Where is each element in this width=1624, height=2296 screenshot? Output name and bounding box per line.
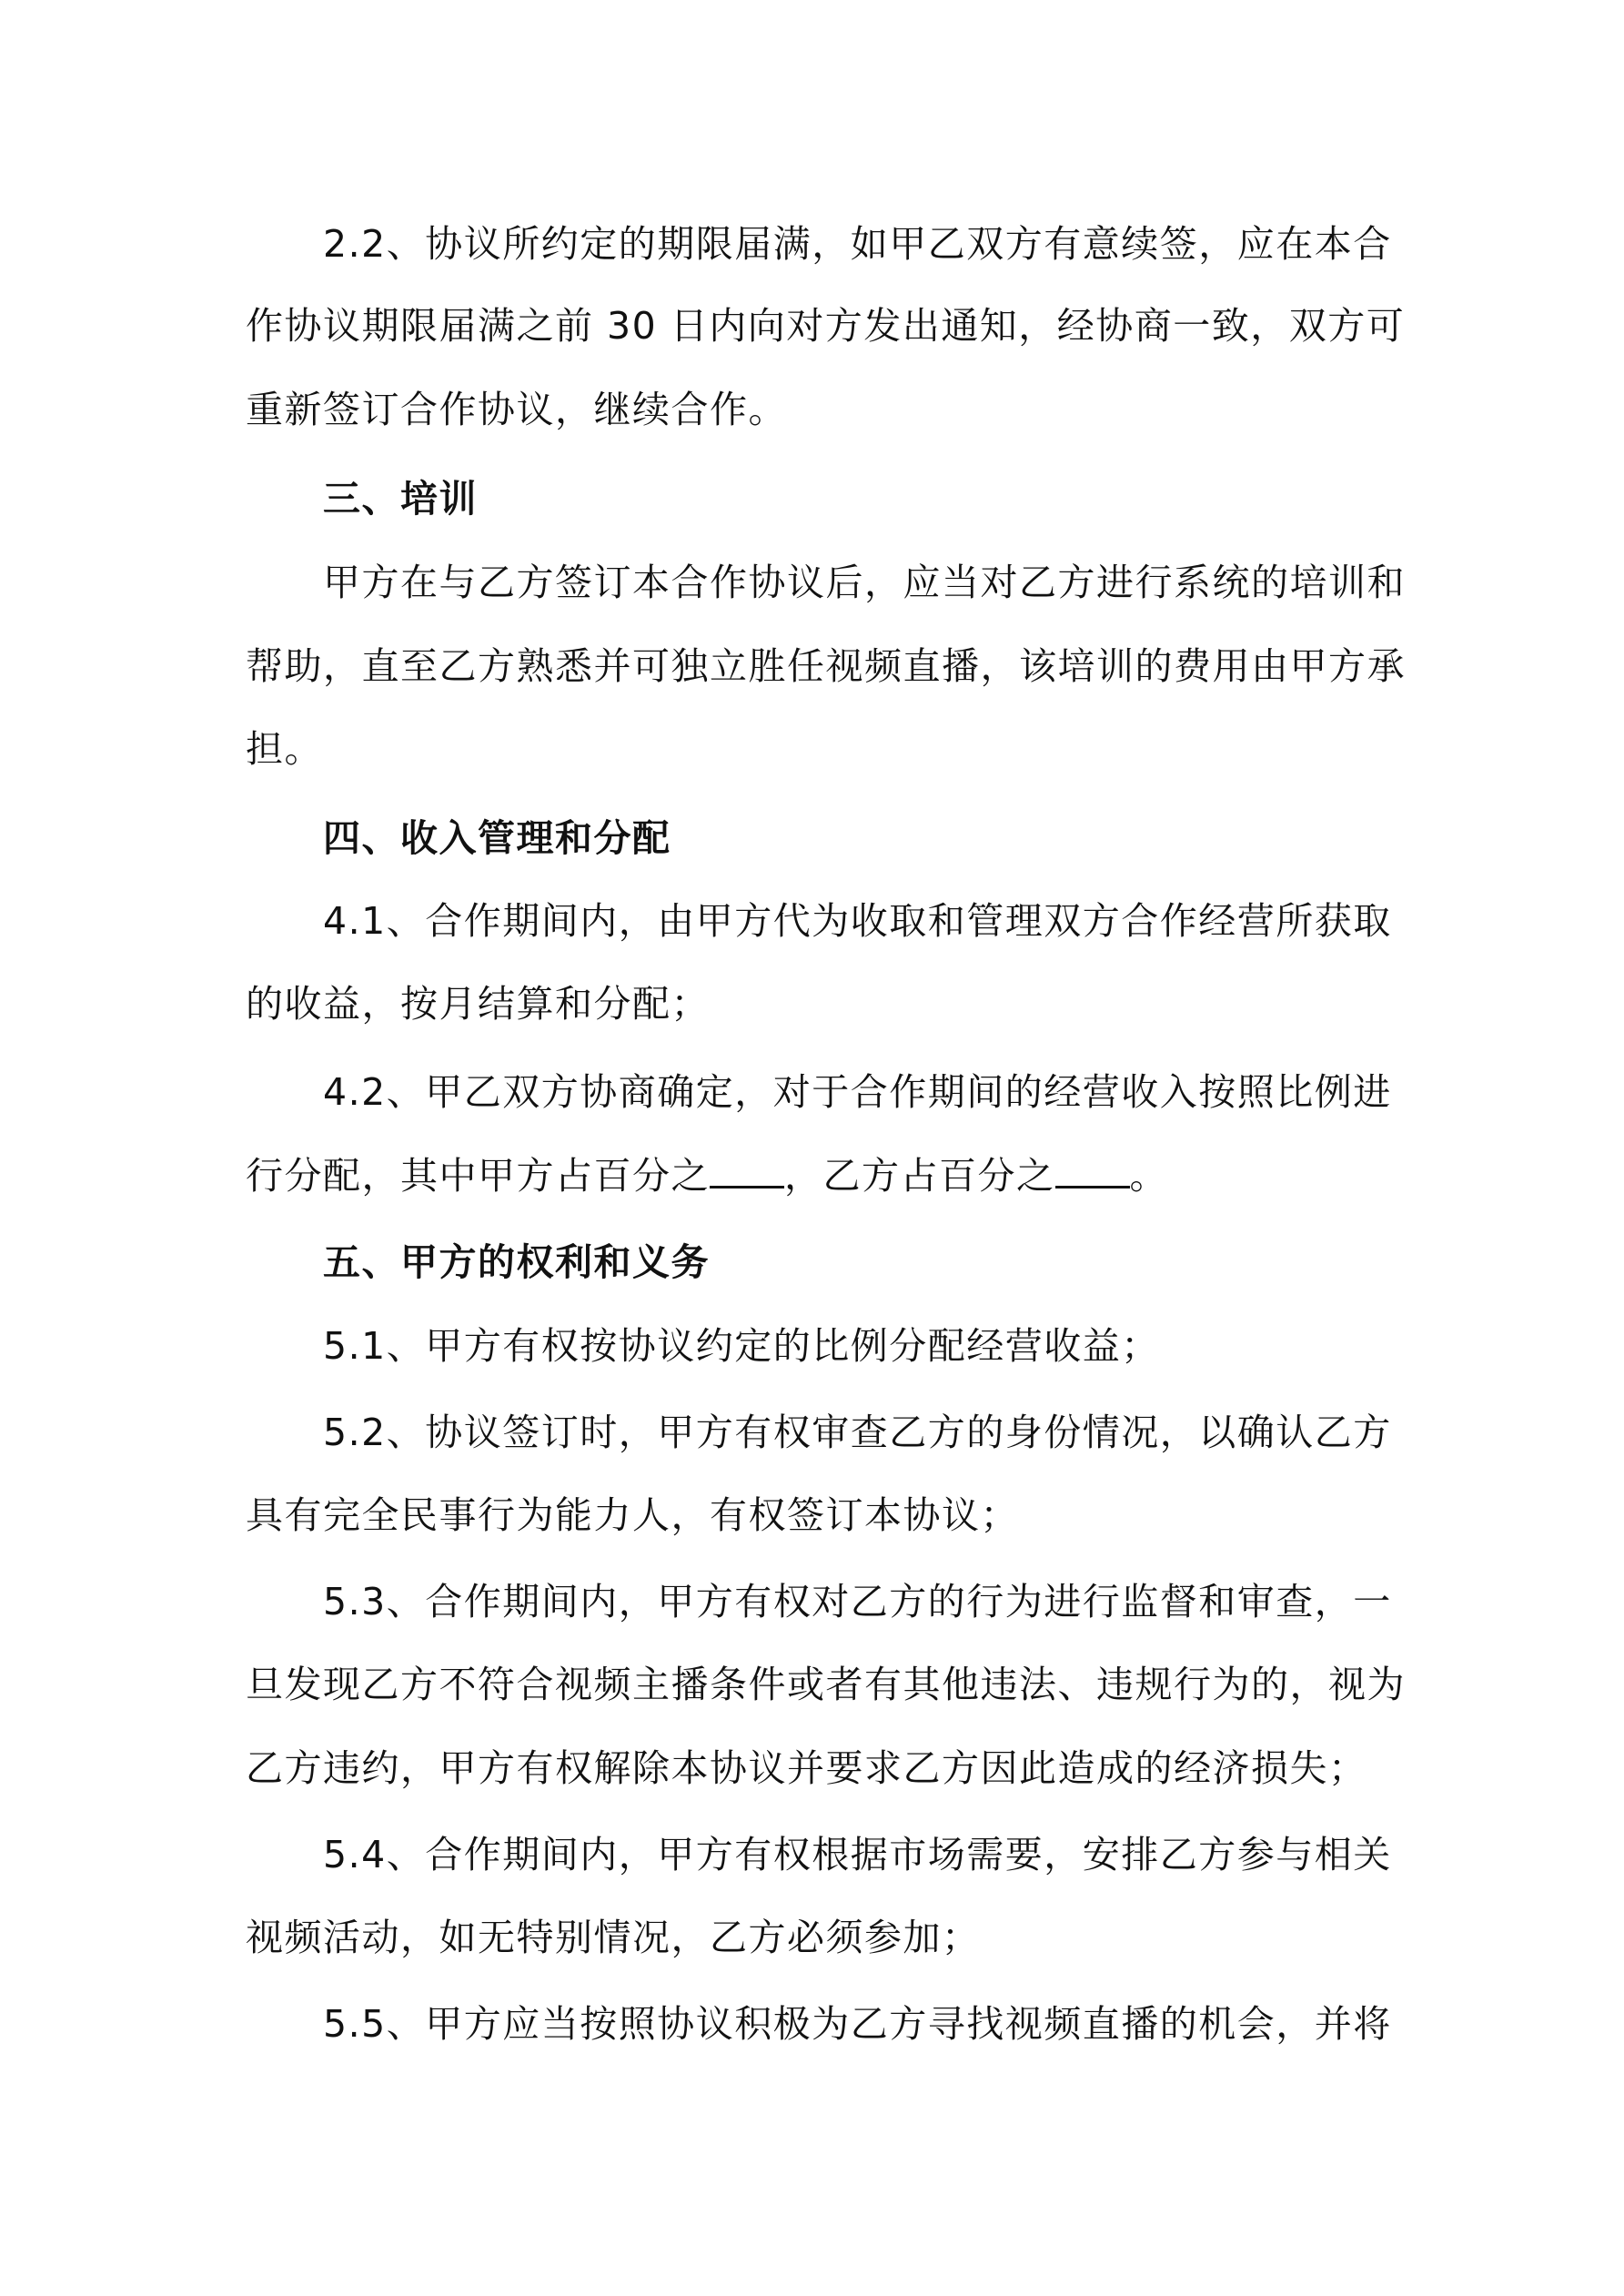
section-3-line-3: 担。	[246, 727, 323, 771]
section-3-heading: 三、培训	[323, 477, 478, 521]
clause-5-3-line-1: 5.3、合作期间内，甲方有权对乙方的行为进行监督和审查，一	[323, 1580, 1392, 1623]
clause-4-2-line-1: 4.2、甲乙双方协商确定，对于合作期间的经营收入按照比例进	[323, 1070, 1392, 1114]
clause-4-2-line-2	[246, 1149, 1392, 1201]
clause-2-2-line-2: 作协议期限届满之前 30 日内向对方发出通知，经协商一致，双方可	[246, 304, 1406, 348]
clause-4-2-text-b: ，乙方占百分之	[784, 1154, 1055, 1198]
party-b-percentage-blank	[1055, 1149, 1130, 1188]
section-3-line-2: 帮助，直至乙方熟悉并可独立胜任视频直播，该培训的费用由甲方承	[246, 644, 1406, 688]
clause-5-4-line-1: 5.4、合作期间内，甲方有权根据市场需要，安排乙方参与相关	[323, 1833, 1392, 1876]
clause-4-2-text-a: 行分配，其中甲方占百分之	[246, 1154, 710, 1198]
clause-2-2-line-3: 重新签订合作协议，继续合作。	[246, 388, 787, 431]
section-3-line-1: 甲方在与乙方签订本合作协议后，应当对乙方进行系统的培训和	[323, 561, 1406, 604]
clause-4-1-line-2: 的收益，按月结算和分配；	[246, 982, 710, 1026]
clause-5-2-line-2: 具有完全民事行为能力人，有权签订本协议；	[246, 1493, 1019, 1537]
section-4-heading: 四、收入管理和分配	[323, 816, 671, 860]
clause-5-1-line-1: 5.1、甲方有权按协议约定的比例分配经营收益；	[323, 1324, 1160, 1368]
clause-4-2-text-c: 。	[1129, 1154, 1168, 1198]
section-5-heading: 五、甲方的权利和义务	[323, 1240, 710, 1284]
clause-5-3-line-2: 旦发现乙方不符合视频主播条件或者有其他违法、违规行为的，视为	[246, 1663, 1406, 1706]
clause-5-3-line-3: 乙方违约，甲方有权解除本协议并要求乙方因此造成的经济损失；	[246, 1746, 1367, 1790]
party-a-percentage-blank	[710, 1149, 784, 1188]
clause-4-1-line-1: 4.1、合作期间内，由甲方代为收取和管理双方合作经营所获取	[323, 899, 1392, 943]
clause-5-4-line-2: 视频活动，如无特别情况，乙方必须参加；	[246, 1916, 981, 1959]
clause-5-5-line-1: 5.5、甲方应当按照协议积极为乙方寻找视频直播的机会，并将	[323, 2002, 1392, 2046]
clause-2-2-line-1: 2.2、协议所约定的期限届满，如甲乙双方有意续签，应在本合	[323, 222, 1392, 266]
clause-5-2-line-1: 5.2、协议签订时，甲方有权审查乙方的身份情况，以确认乙方	[323, 1411, 1392, 1454]
